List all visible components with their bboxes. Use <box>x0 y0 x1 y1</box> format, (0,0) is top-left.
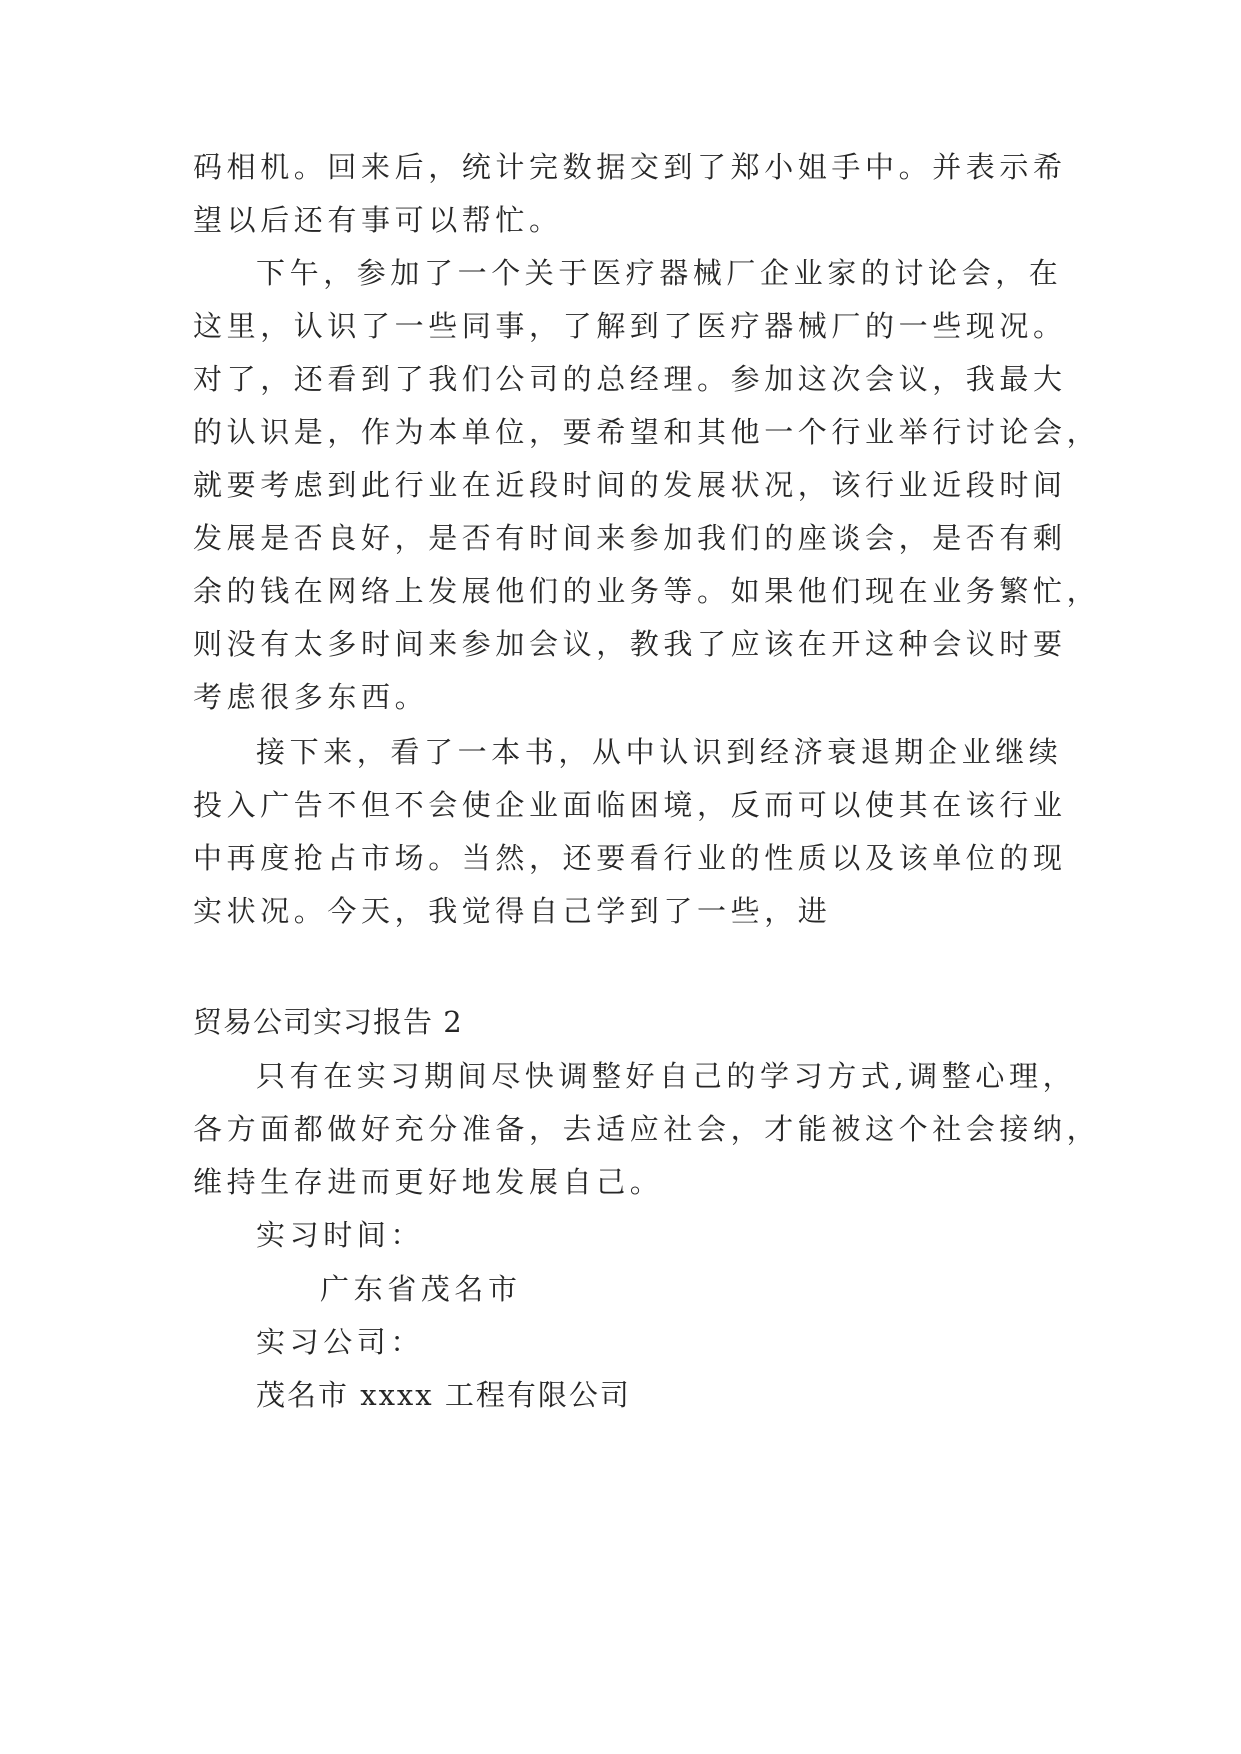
paragraph-3-line-2: 投入广告不但不会使企业面临困境，反而可以使其在该行业 <box>193 788 1067 822</box>
section-intro-line-1: 只有在实习期间尽快调整好自己的学习方式,调整心理， <box>256 1059 1077 1093</box>
paragraph-2-line-2: 这里，认识了一些同事，了解到了医疗器械厂的一些现况。 <box>193 309 1067 343</box>
paragraph-2-line-7: 余的钱在网络上发展他们的业务等。如果他们现在业务繁忙， <box>193 574 1101 608</box>
paragraph-3-line-4: 实状况。今天，我觉得自己学到了一些，进 <box>193 894 832 928</box>
paragraph-1-line-2: 望以后还有事可以帮忙。 <box>193 203 563 237</box>
paragraph-2-line-4: 的认识是，作为本单位，要希望和其他一个行业举行讨论会， <box>193 415 1101 449</box>
internship-time-label: 实习时间： <box>256 1218 425 1252</box>
internship-place: 广东省茂名市 <box>320 1272 522 1306</box>
section-intro-line-2: 各方面都做好充分准备，去适应社会，才能被这个社会接纳， <box>193 1112 1101 1146</box>
paragraph-2-line-3: 对了，还看到了我们公司的总经理。参加这次会议，我最大 <box>193 362 1067 396</box>
section-title: 贸易公司实习报告 2 <box>193 1005 463 1039</box>
section-intro-line-3: 维持生存进而更好地发展自己。 <box>193 1165 664 1199</box>
paragraph-1-line-1: 码相机。回来后，统计完数据交到了郑小姐手中。并表示希 <box>193 150 1067 184</box>
internship-company-name: 茂名市 xxxx 工程有限公司 <box>256 1378 631 1412</box>
paragraph-2-line-8: 则没有太多时间来参加会议，教我了应该在开这种会议时要 <box>193 627 1067 661</box>
internship-company-label: 实习公司： <box>256 1325 425 1359</box>
paragraph-2-line-6: 发展是否良好，是否有时间来参加我们的座谈会，是否有剩 <box>193 521 1067 555</box>
paragraph-2-line-9: 考虑很多东西。 <box>193 680 429 714</box>
paragraph-3-line-1: 接下来，看了一本书，从中认识到经济衰退期企业继续 <box>256 735 1063 769</box>
paragraph-2-line-5: 就要考虑到此行业在近段时间的发展状况，该行业近段时间 <box>193 468 1067 502</box>
paragraph-3-line-3: 中再度抢占市场。当然，还要看行业的性质以及该单位的现 <box>193 841 1067 875</box>
paragraph-2-line-1: 下午，参加了一个关于医疗器械厂企业家的讨论会，在 <box>256 256 1063 290</box>
